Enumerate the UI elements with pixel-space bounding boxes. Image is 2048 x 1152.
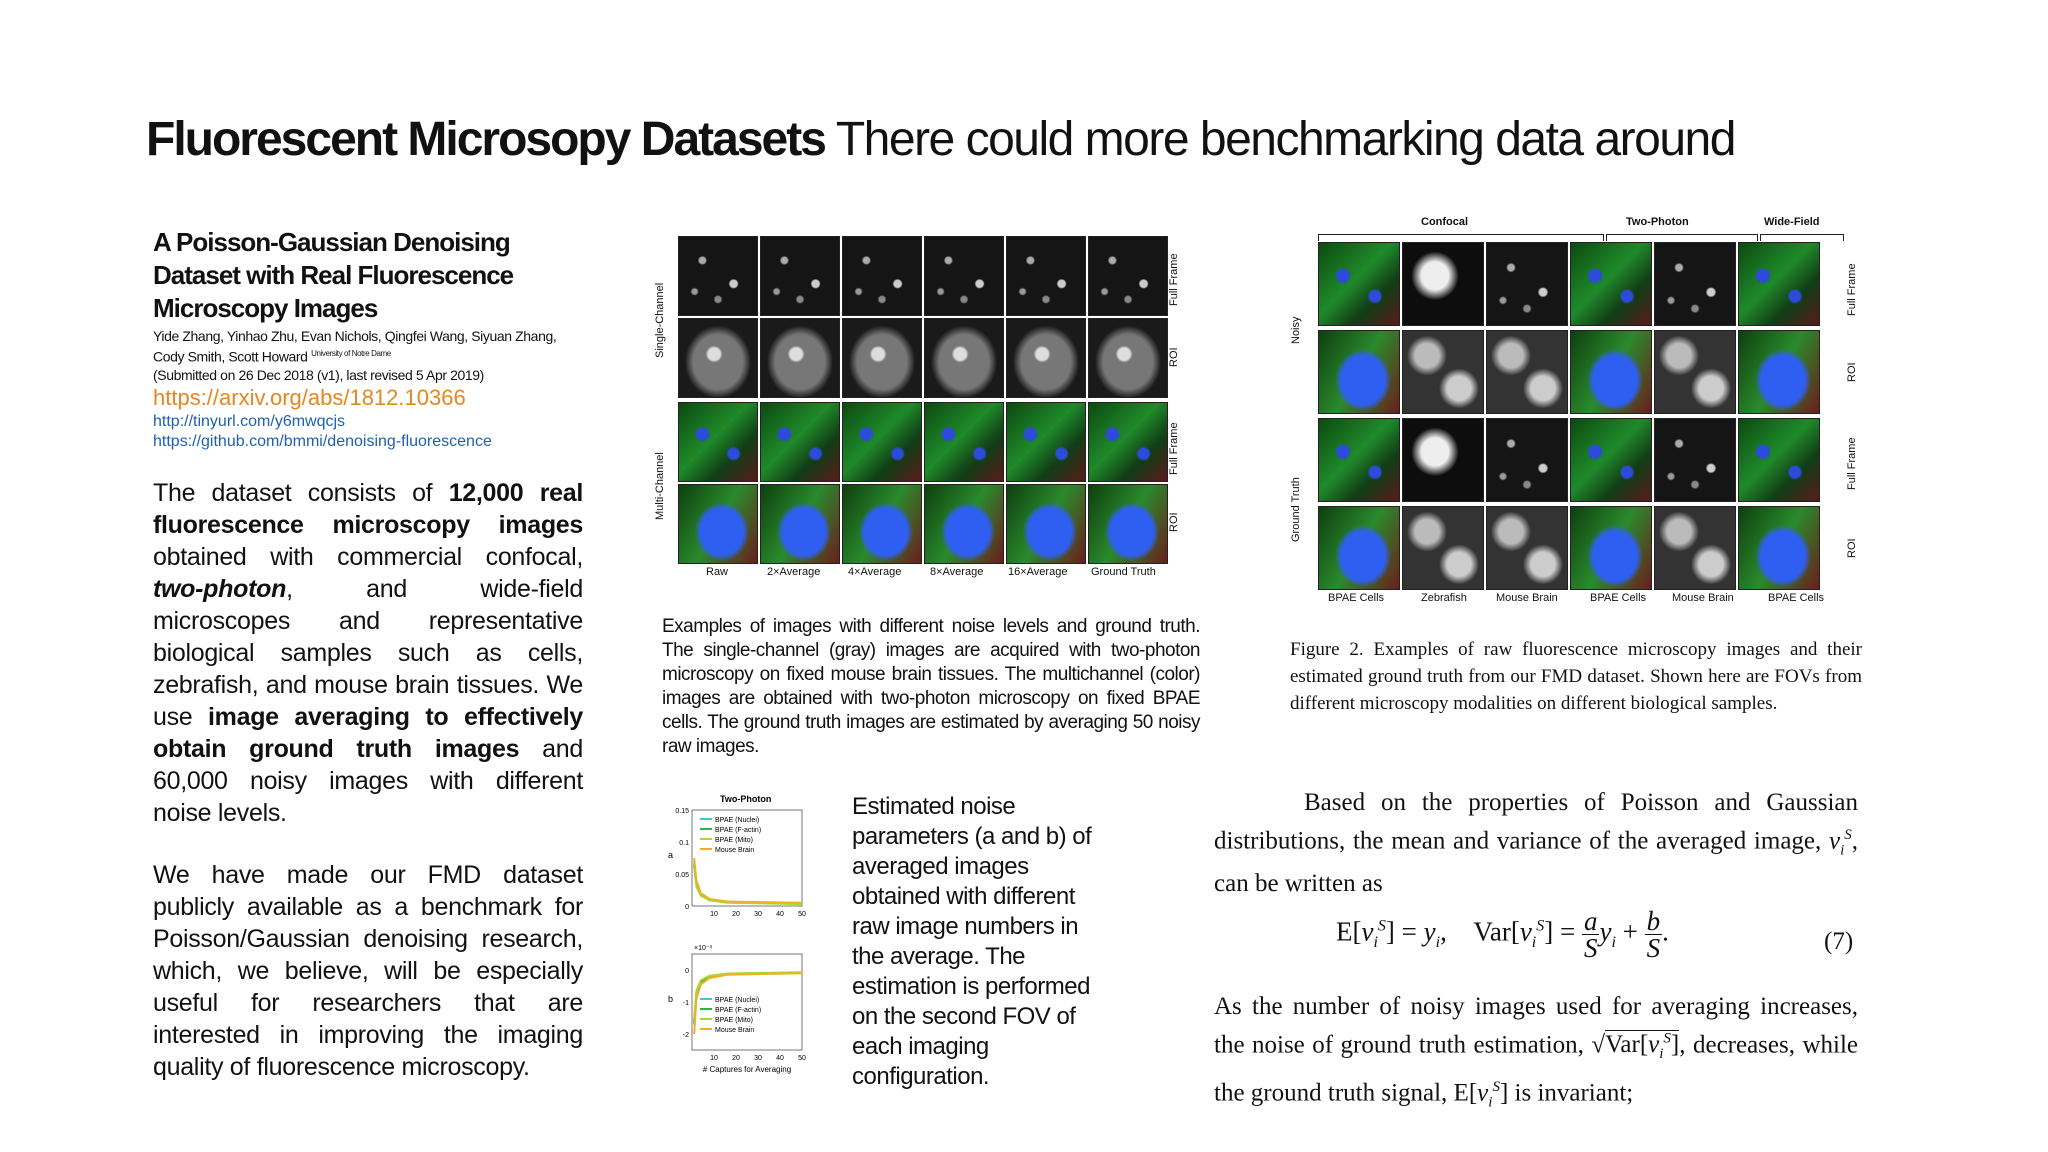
row-label: Full Frame xyxy=(1846,437,1858,490)
figure2-image-tile xyxy=(1570,418,1652,502)
figure2-image-tile xyxy=(1654,506,1736,590)
row-label: Full Frame xyxy=(1168,253,1180,306)
row-group-label: Ground Truth xyxy=(1290,477,1302,542)
equation-7: $E[v_i^S] = y_i$, $Var[v_i^S]$ = $\frac{a}{S}$ $y_i$ + $\frac{b}{S}$ . xyxy=(1336,906,1669,963)
col-label: 16×Average xyxy=(1008,566,1068,578)
col-label: Mouse Brain xyxy=(1672,592,1734,604)
figure1-image-tile xyxy=(1006,236,1086,316)
row-label: Full Frame xyxy=(1168,422,1180,475)
figure2-image-tile xyxy=(1402,330,1484,414)
chart-ytick: 0 xyxy=(685,904,689,911)
noise-parameter-charts xyxy=(660,788,810,1083)
paper-info xyxy=(153,226,583,1083)
col-label: BPAE Cells xyxy=(1328,592,1385,604)
figure1-image-tile xyxy=(842,484,922,564)
figure1-image-tile xyxy=(924,484,1004,564)
figure1-image-tile xyxy=(924,236,1004,316)
row-group-label: Single-Channel xyxy=(654,282,666,358)
figure2-image-tile xyxy=(1654,418,1736,502)
chart-xtick: 50 xyxy=(798,911,806,918)
chart-ytick: -1 xyxy=(682,1000,689,1007)
column-header: Confocal xyxy=(1421,216,1469,228)
figure1-image-tile xyxy=(1088,402,1168,482)
figure1-image-tile xyxy=(678,236,758,316)
arxiv-link[interactable]: https://arxiv.org/abs/1812.10366 xyxy=(153,384,466,410)
authors-text: Yide Zhang, Yinhao Zhu, Evan Nichols, Qingfei Wang, Siyuan Zhang, Cody Smith, Scott Howard xyxy=(153,328,557,365)
figure1-image-tile xyxy=(760,318,840,398)
chart-series-line xyxy=(694,861,802,903)
figure2-image-tile xyxy=(1318,242,1400,326)
legend-label: Mouse Brain xyxy=(715,1027,755,1034)
chart-title: Two-Photon xyxy=(720,794,772,804)
col-label: BPAE Cells xyxy=(1590,592,1647,604)
figure2-image-tile xyxy=(1486,418,1568,502)
figure1-image-tile xyxy=(1006,318,1086,398)
github-link[interactable]: https://github.com/bmmi/denoising-fluorescence xyxy=(153,432,492,450)
chart-scale-label: ×10⁻³ xyxy=(694,945,712,952)
desc-text: obtained with commercial confocal, xyxy=(153,542,583,571)
figure2-image-tile xyxy=(1654,330,1736,414)
figure1-image-tile xyxy=(842,236,922,316)
col-label: 4×Average xyxy=(848,566,902,578)
figure1-image-tile xyxy=(760,402,840,482)
bracket xyxy=(1318,234,1604,241)
chart-xlabel: # Captures for Averaging xyxy=(702,1065,792,1074)
desc-text: , and wide-field microscopes and representative biological samples such as cells, zebrafish, and mouse brain tissues. We use xyxy=(153,574,583,731)
figure1-image-tile xyxy=(842,318,922,398)
legend-label: BPAE (Mito) xyxy=(715,1017,753,1024)
chart-xtick: 20 xyxy=(732,911,740,918)
col-label: BPAE Cells xyxy=(1768,592,1825,604)
column-header: Two-Photon xyxy=(1626,216,1689,228)
chart-series-line xyxy=(694,864,802,903)
col-label: Zebrafish xyxy=(1421,592,1467,604)
chart-ytick: 0.05 xyxy=(675,872,689,879)
legend-label: BPAE (F-actin) xyxy=(715,1007,762,1014)
figure1-image-tile xyxy=(1006,402,1086,482)
figure1-image-tile xyxy=(1088,236,1168,316)
figure2-image-tile xyxy=(1486,242,1568,326)
figure1-caption: Examples of images with different noise levels and ground truth. The single-channel (gray) images are acquired with two-photon microscopy on fixed mouse brain tissues. The multichannel (color) images are obtained with two-photon microscopy on fixed BPAE cells. The ground truth images are estimated by averaging 50 noisy raw images. xyxy=(662,616,1200,757)
dataset-description xyxy=(153,477,583,829)
desc-text: The dataset consists of xyxy=(153,478,449,507)
bracket xyxy=(1606,234,1758,241)
paper-title: A Poisson-Gaussian Denoising Dataset with Real Fluorescence Microscopy Images xyxy=(153,227,514,323)
row-label: ROI xyxy=(1168,347,1180,367)
col-label: 2×Average xyxy=(767,566,821,578)
legend-label: BPAE (F-actin) xyxy=(715,827,762,834)
column-header: Wide-Field xyxy=(1764,216,1820,228)
chart-xtick: 30 xyxy=(754,911,762,918)
figure2-image-tile xyxy=(1486,330,1568,414)
figure2-image-tile xyxy=(1402,242,1484,326)
chart-ytick: 0.15 xyxy=(675,808,689,815)
paper-authors xyxy=(153,327,583,366)
chart-ylabel: a xyxy=(668,850,674,860)
chart-frame xyxy=(692,810,802,906)
col-label: Raw xyxy=(706,566,729,578)
figure1-image-tile xyxy=(678,484,758,564)
desc-bold: image averaging to effectively obtain ground truth images xyxy=(153,702,583,763)
chart-xtick: 30 xyxy=(754,1055,762,1062)
submitted-date: (Submitted on 26 Dec 2018 (v1), last revised 5 Apr 2019) xyxy=(153,366,484,383)
figure1-image-tile xyxy=(1088,484,1168,564)
slide-title xyxy=(146,112,1735,167)
figure2-image-tile xyxy=(1318,506,1400,590)
figure2-image-tile xyxy=(1738,506,1820,590)
figure-noise-levels xyxy=(648,230,1208,585)
col-label: Ground Truth xyxy=(1091,566,1156,578)
chart-xtick: 40 xyxy=(776,911,784,918)
chart-ylabel: b xyxy=(668,994,674,1004)
row-label: ROI xyxy=(1846,538,1858,558)
row-label: ROI xyxy=(1168,512,1180,532)
chart-series-line xyxy=(694,858,802,903)
figure1-image-tile xyxy=(1088,318,1168,398)
math-paragraph-2: As the number of noisy images used for averaging increases, the noise of ground truth estimation, $√Var[v_i^S]$, decreases, while the ground truth signal, $E[v_i^S]$ is invariant; xyxy=(1214,993,1858,1111)
tinyurl-link[interactable]: http://tinyurl.com/y6mwqcjs xyxy=(153,412,346,430)
figure1-image-tile xyxy=(842,402,922,482)
figure2-image-tile xyxy=(1402,506,1484,590)
chart-ytick: 0 xyxy=(685,968,689,975)
legend-label: BPAE (Nuclei) xyxy=(715,817,760,824)
figure1-image-tile xyxy=(760,484,840,564)
figure1-image-tile xyxy=(924,402,1004,482)
affiliation: University of Notre Dame xyxy=(311,349,391,358)
legend-label: BPAE (Nuclei) xyxy=(715,997,760,1004)
legend-label: BPAE (Mito) xyxy=(715,837,753,844)
figure2-image-tile xyxy=(1738,242,1820,326)
figure2-image-tile xyxy=(1654,242,1736,326)
figure2-image-tile xyxy=(1738,418,1820,502)
figure2-image-tile xyxy=(1318,330,1400,414)
figure2-image-tile xyxy=(1570,330,1652,414)
figure1-image-tile xyxy=(678,318,758,398)
figure1-image-tile xyxy=(1006,484,1086,564)
math-paragraph-1: Based on the properties of Poisson and Gaussian distributions, the mean and variance of the averaged image, $v_i^S$, can be written as xyxy=(1214,789,1858,898)
chart-xtick: 40 xyxy=(776,1055,784,1062)
figure2-image-tile xyxy=(1486,506,1568,590)
equation-number: (7) xyxy=(1824,928,1854,955)
figure2-image-tile xyxy=(1318,418,1400,502)
legend-label: Mouse Brain xyxy=(715,847,755,854)
figure2-image-tile xyxy=(1402,418,1484,502)
row-group-label: Multi-Channel xyxy=(654,452,666,520)
chart-ytick: -2 xyxy=(682,1032,689,1039)
chart-xtick: 50 xyxy=(798,1055,806,1062)
figure1-image-tile xyxy=(924,318,1004,398)
row-label: Full Frame xyxy=(1846,263,1858,316)
chart-xtick: 10 xyxy=(710,911,718,918)
figure-modalities xyxy=(1288,210,1864,610)
slide-title-rest: There could more benchmarking data around xyxy=(824,113,1735,166)
row-group-label: Noisy xyxy=(1290,316,1302,344)
chart-ytick: 0.1 xyxy=(679,840,689,847)
chart-xtick: 20 xyxy=(732,1055,740,1062)
row-label: ROI xyxy=(1846,362,1858,382)
availability-paragraph: We have made our FMD dataset publicly available as a benchmark for Poisson/Gaussian denoising research, which, we believe, will be especially useful for researchers that are interested in improving the imaging quality of fluorescence microscopy. xyxy=(153,860,583,1081)
desc-bold: 12,000 real fluorescence microscopy images xyxy=(153,478,584,539)
figure1-image-tile xyxy=(760,236,840,316)
desc-text: and 60,000 noisy images with different noise levels. xyxy=(153,734,583,827)
col-label: 8×Average xyxy=(930,566,984,578)
bracket xyxy=(1760,234,1844,241)
figure2-caption: Figure 2. Examples of raw fluorescence microscopy images and their estimated ground truth from our FMD dataset. Shown here are FOVs from different microscopy modalities on different biological samples. xyxy=(1290,639,1862,714)
figure1-image-tile xyxy=(678,402,758,482)
slide-title-bold: Fluorescent Microsopy Datasets xyxy=(146,113,825,166)
estimation-text: Estimated noise parameters (a and b) of averaged images obtained with different raw image numbers in the average. The estimation is performed on the second FOV of each imaging configuration. xyxy=(852,793,1092,1090)
figure2-image-tile xyxy=(1570,242,1652,326)
figure2-image-tile xyxy=(1570,506,1652,590)
chart-xtick: 10 xyxy=(710,1055,718,1062)
col-label: Mouse Brain xyxy=(1496,592,1558,604)
figure2-image-tile xyxy=(1738,330,1820,414)
desc-bold-italic: two-photon xyxy=(153,574,287,603)
